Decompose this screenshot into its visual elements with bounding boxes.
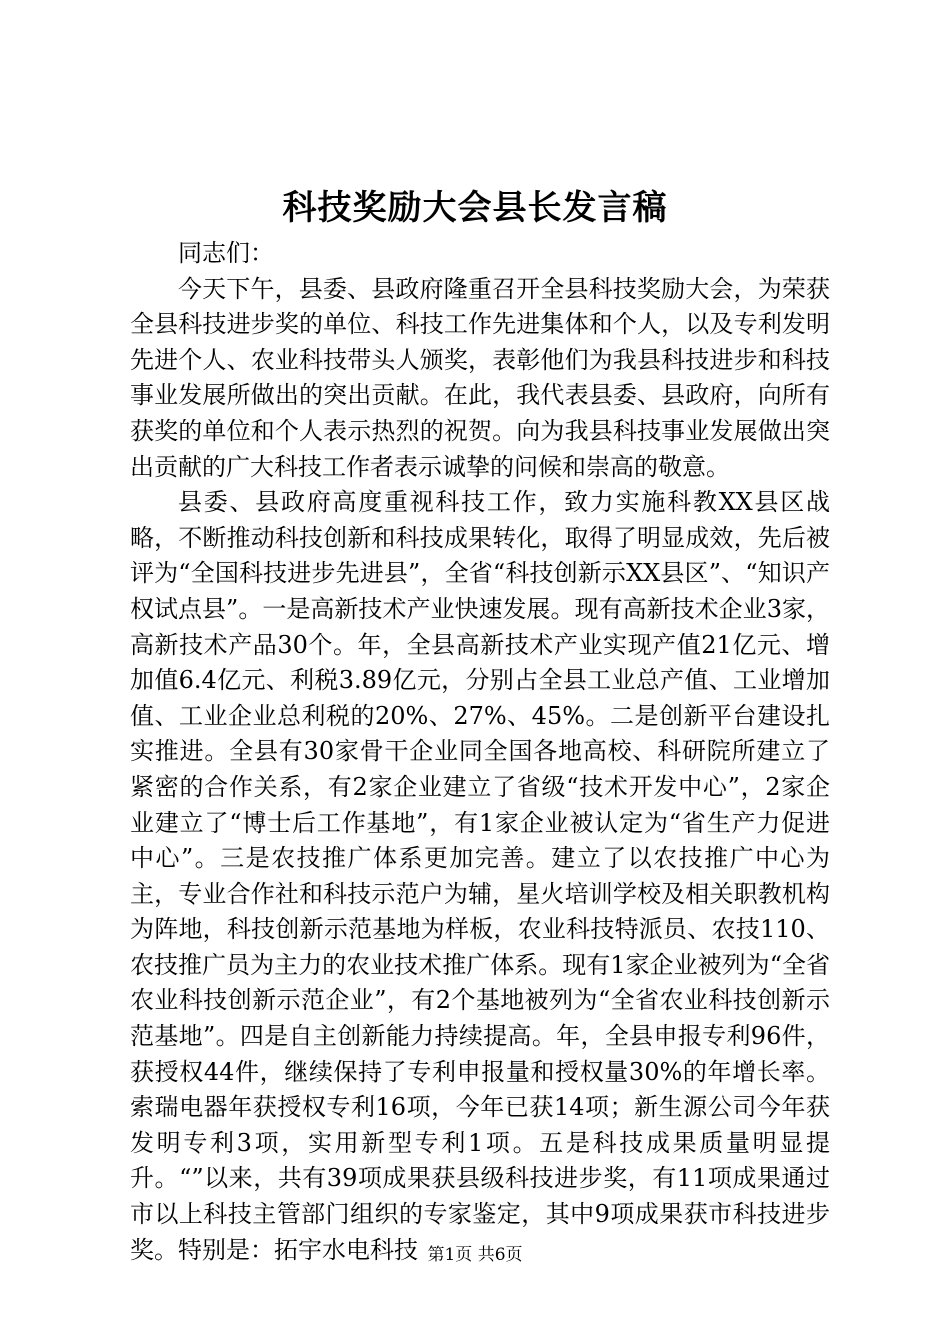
salutation: 同志们： <box>178 239 274 267</box>
page-number-footer: 第1页 共6页 <box>427 1245 523 1265</box>
paragraph-2: 县委、县政府高度重视科技工作，致力实施科教XX县区战略，不断推动科技创新和科技成果转化，取得了明显成效，先后被评为“全国科技进步先进县”，全省“科技创新示XX县区”、“知识产权试点县”。一是高新技术产业快速发展。现有高新技术企业3家，高新技术产品30个。年，全县高新技术产业实现产值21亿元、增加值6.4亿元、利税3.89亿元，分别占全县工业总产值、工业增加值、工业企业总利税的20%、27%、45%。二是创新平台建设扎实推进。全县有30家骨干企业同全国各地高校、科研院所建立了紧密的合作关系，有2家企业建立了省级“技术开发中心”，2家企业建立了“博士后工作基地”，有1家企业被认定为“省生产力促进中心”。三是农技推广体系更加完善。建立了以农技推广中心为主，专业合作社和科技示范户为辅，星火培训学校及相关职教机构为阵地，科技创新示范基地为样板，农业科技特派员、农技110、农技推广员为主力的农业技术推广体系。现有1家企业被列为“全省农业科技创新示范企业”，有2个基地被列为“全省农业科技创新示范基地”。四是自主创新能力持续提高。年，全县申报专利96件，获授权44件，继续保持了专利申报量和授权量30%的年增长率。索瑞电器年获授权专利16项，今年已获14项；新生源公司今年获发明专利3项，实用新型专利1项。五是科技成果质量明显提升。“”以来，共有39项成果获县级科技进步奖，有11项成果通过市以上科技主管部门组织的专家鉴定，其中9项成果获市科技进步奖。特别是：拓宇水电科技 <box>130 488 830 1264</box>
document-title: 科技奖励大会县长发言稿 <box>282 188 668 228</box>
document-body <box>130 236 830 1268</box>
paragraph-1: 今天下午，县委、县政府隆重召开全县科技奖励大会，为荣获全县科技进步奖的单位、科技工作先进集体和个人，以及专利发明先进个人、农业科技带头人颁奖，表彰他们为我县科技进步和科技事业发展所做出的突出贡献。在此，我代表县委、县政府，向所有获奖的单位和个人表示热烈的祝贺。向为我县科技事业发展做出突出贡献的广大科技工作者表示诚挚的问候和崇高的敬意。 <box>130 274 830 481</box>
